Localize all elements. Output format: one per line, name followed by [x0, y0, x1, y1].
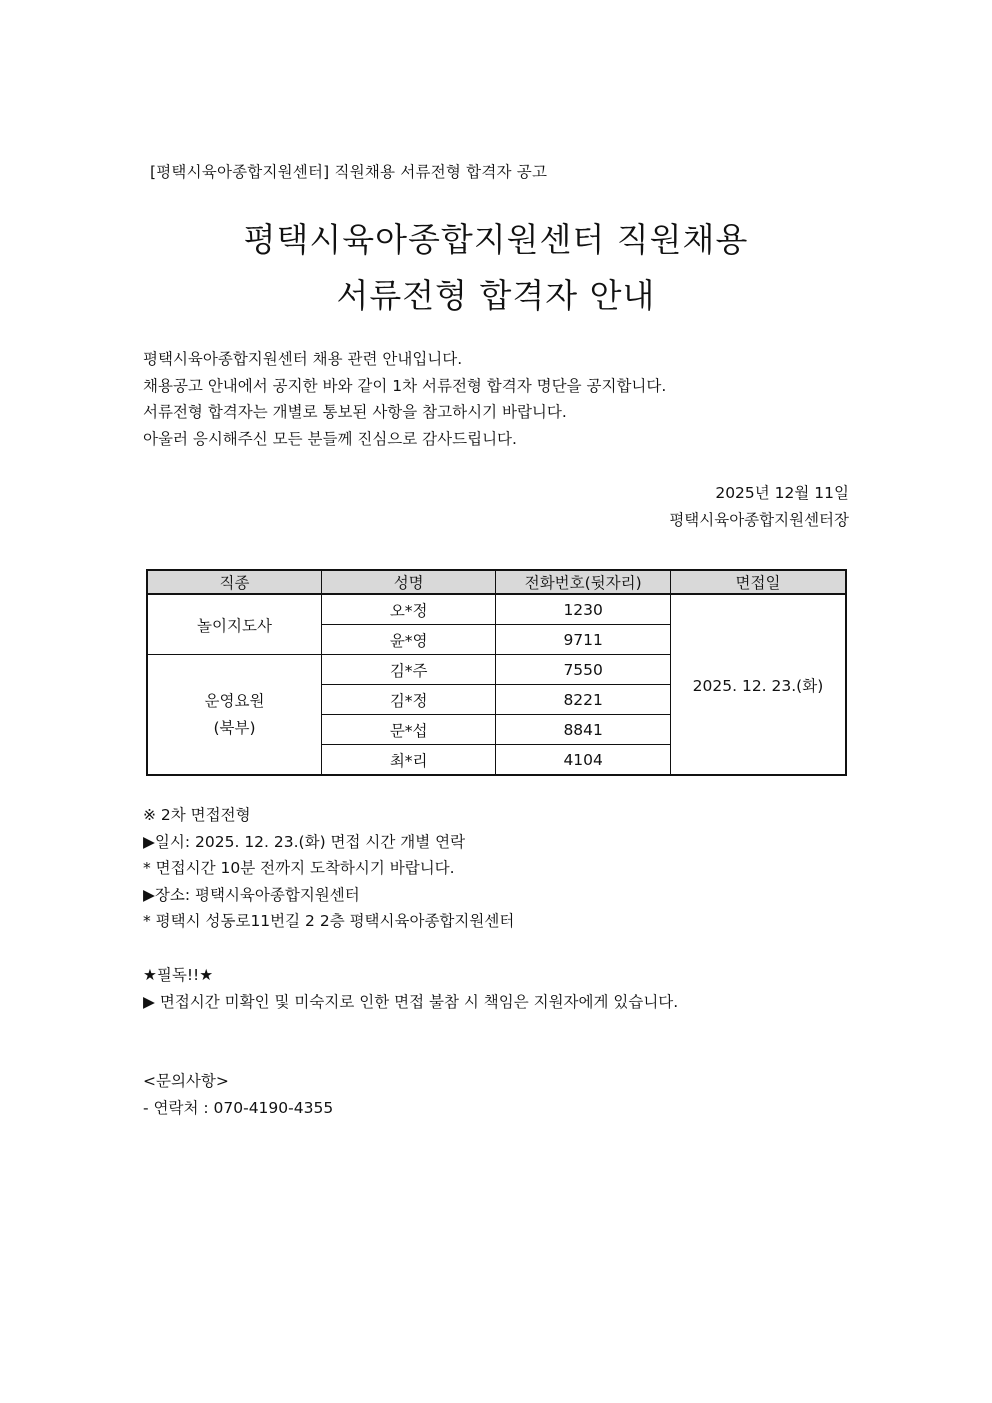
note-line: * 면접시간 10분 전까지 도착하시기 바랍니다.	[143, 859, 455, 877]
name-cell: 문*섭	[321, 715, 495, 745]
intro-paragraph	[143, 346, 666, 453]
name-cell: 오*정	[321, 594, 495, 625]
warning-block	[143, 962, 678, 1015]
job-cell	[147, 655, 321, 776]
issuer: 평택시육아종합지원센터장	[669, 511, 849, 529]
issue-date: 2025년 12월 11일	[715, 484, 849, 502]
name-cell: 윤*영	[321, 625, 495, 655]
warning-title: ★필독!!★	[143, 966, 214, 984]
phone-cell: 9711	[496, 625, 671, 655]
intro-line: 채용공고 안내에서 공지한 바와 같이 1차 서류전형 합격자 명단을 공지합니다.	[143, 376, 667, 395]
table-header-row	[147, 570, 846, 594]
signature-block	[669, 480, 849, 534]
interview-notes	[143, 802, 514, 935]
header-interview-date: 면접일	[670, 570, 846, 594]
note-line: ▶장소: 평택시육아종합지원센터	[143, 885, 360, 904]
name-cell: 김*정	[321, 685, 495, 715]
note-line: ▶일시: 2025. 12. 23.(화) 면접 시간 개별 연락	[143, 832, 466, 851]
phone-cell: 8841	[496, 715, 671, 745]
phone-cell: 7550	[496, 655, 671, 685]
main-title-line1: 평택시육아종합지원센터 직원채용	[243, 220, 749, 259]
notice-heading: [평택시육아종합지원센터] 직원채용 서류전형 합격자 공고	[150, 163, 548, 181]
table-row	[147, 594, 846, 625]
note-line: ※ 2차 면접전형	[143, 806, 251, 824]
header-job: 직종	[147, 570, 321, 594]
phone-cell: 4104	[496, 745, 671, 776]
job-cell: 놀이지도사	[147, 594, 321, 655]
main-title-line2: 서류전형 합격자 안내	[336, 276, 656, 315]
interview-date-cell: 2025. 12. 23.(화)	[670, 594, 846, 775]
header-phone: 전화번호(뒷자리)	[496, 570, 671, 594]
name-cell: 김*주	[321, 655, 495, 685]
warning-text: ▶ 면접시간 미확인 및 미숙지로 인한 면접 불참 시 책임은 지원자에게 있습니다.	[143, 992, 679, 1011]
contact-title: <문의사항>	[143, 1072, 229, 1090]
header-name: 성명	[321, 570, 495, 594]
name-cell: 최*리	[321, 745, 495, 776]
job-line: (북부)	[213, 718, 256, 737]
contact-line: - 연락처 : 070-4190-4355	[143, 1099, 334, 1117]
intro-line: 서류전형 합격자는 개별로 통보된 사항을 참고하시기 바랍니다.	[143, 403, 567, 422]
contact-block	[143, 1068, 333, 1122]
intro-line: 아울러 응시해주신 모든 분들께 진심으로 감사드립니다.	[143, 430, 517, 449]
passers-table	[146, 569, 847, 776]
intro-line: 평택시육아종합지원센터 채용 관련 안내입니다.	[143, 350, 463, 368]
phone-cell: 1230	[496, 594, 671, 625]
phone-cell: 8221	[496, 685, 671, 715]
job-line: 운영요원	[204, 691, 265, 710]
note-line: * 평택시 성동로11번길 2 2층 평택시육아종합지원센터	[143, 912, 515, 930]
